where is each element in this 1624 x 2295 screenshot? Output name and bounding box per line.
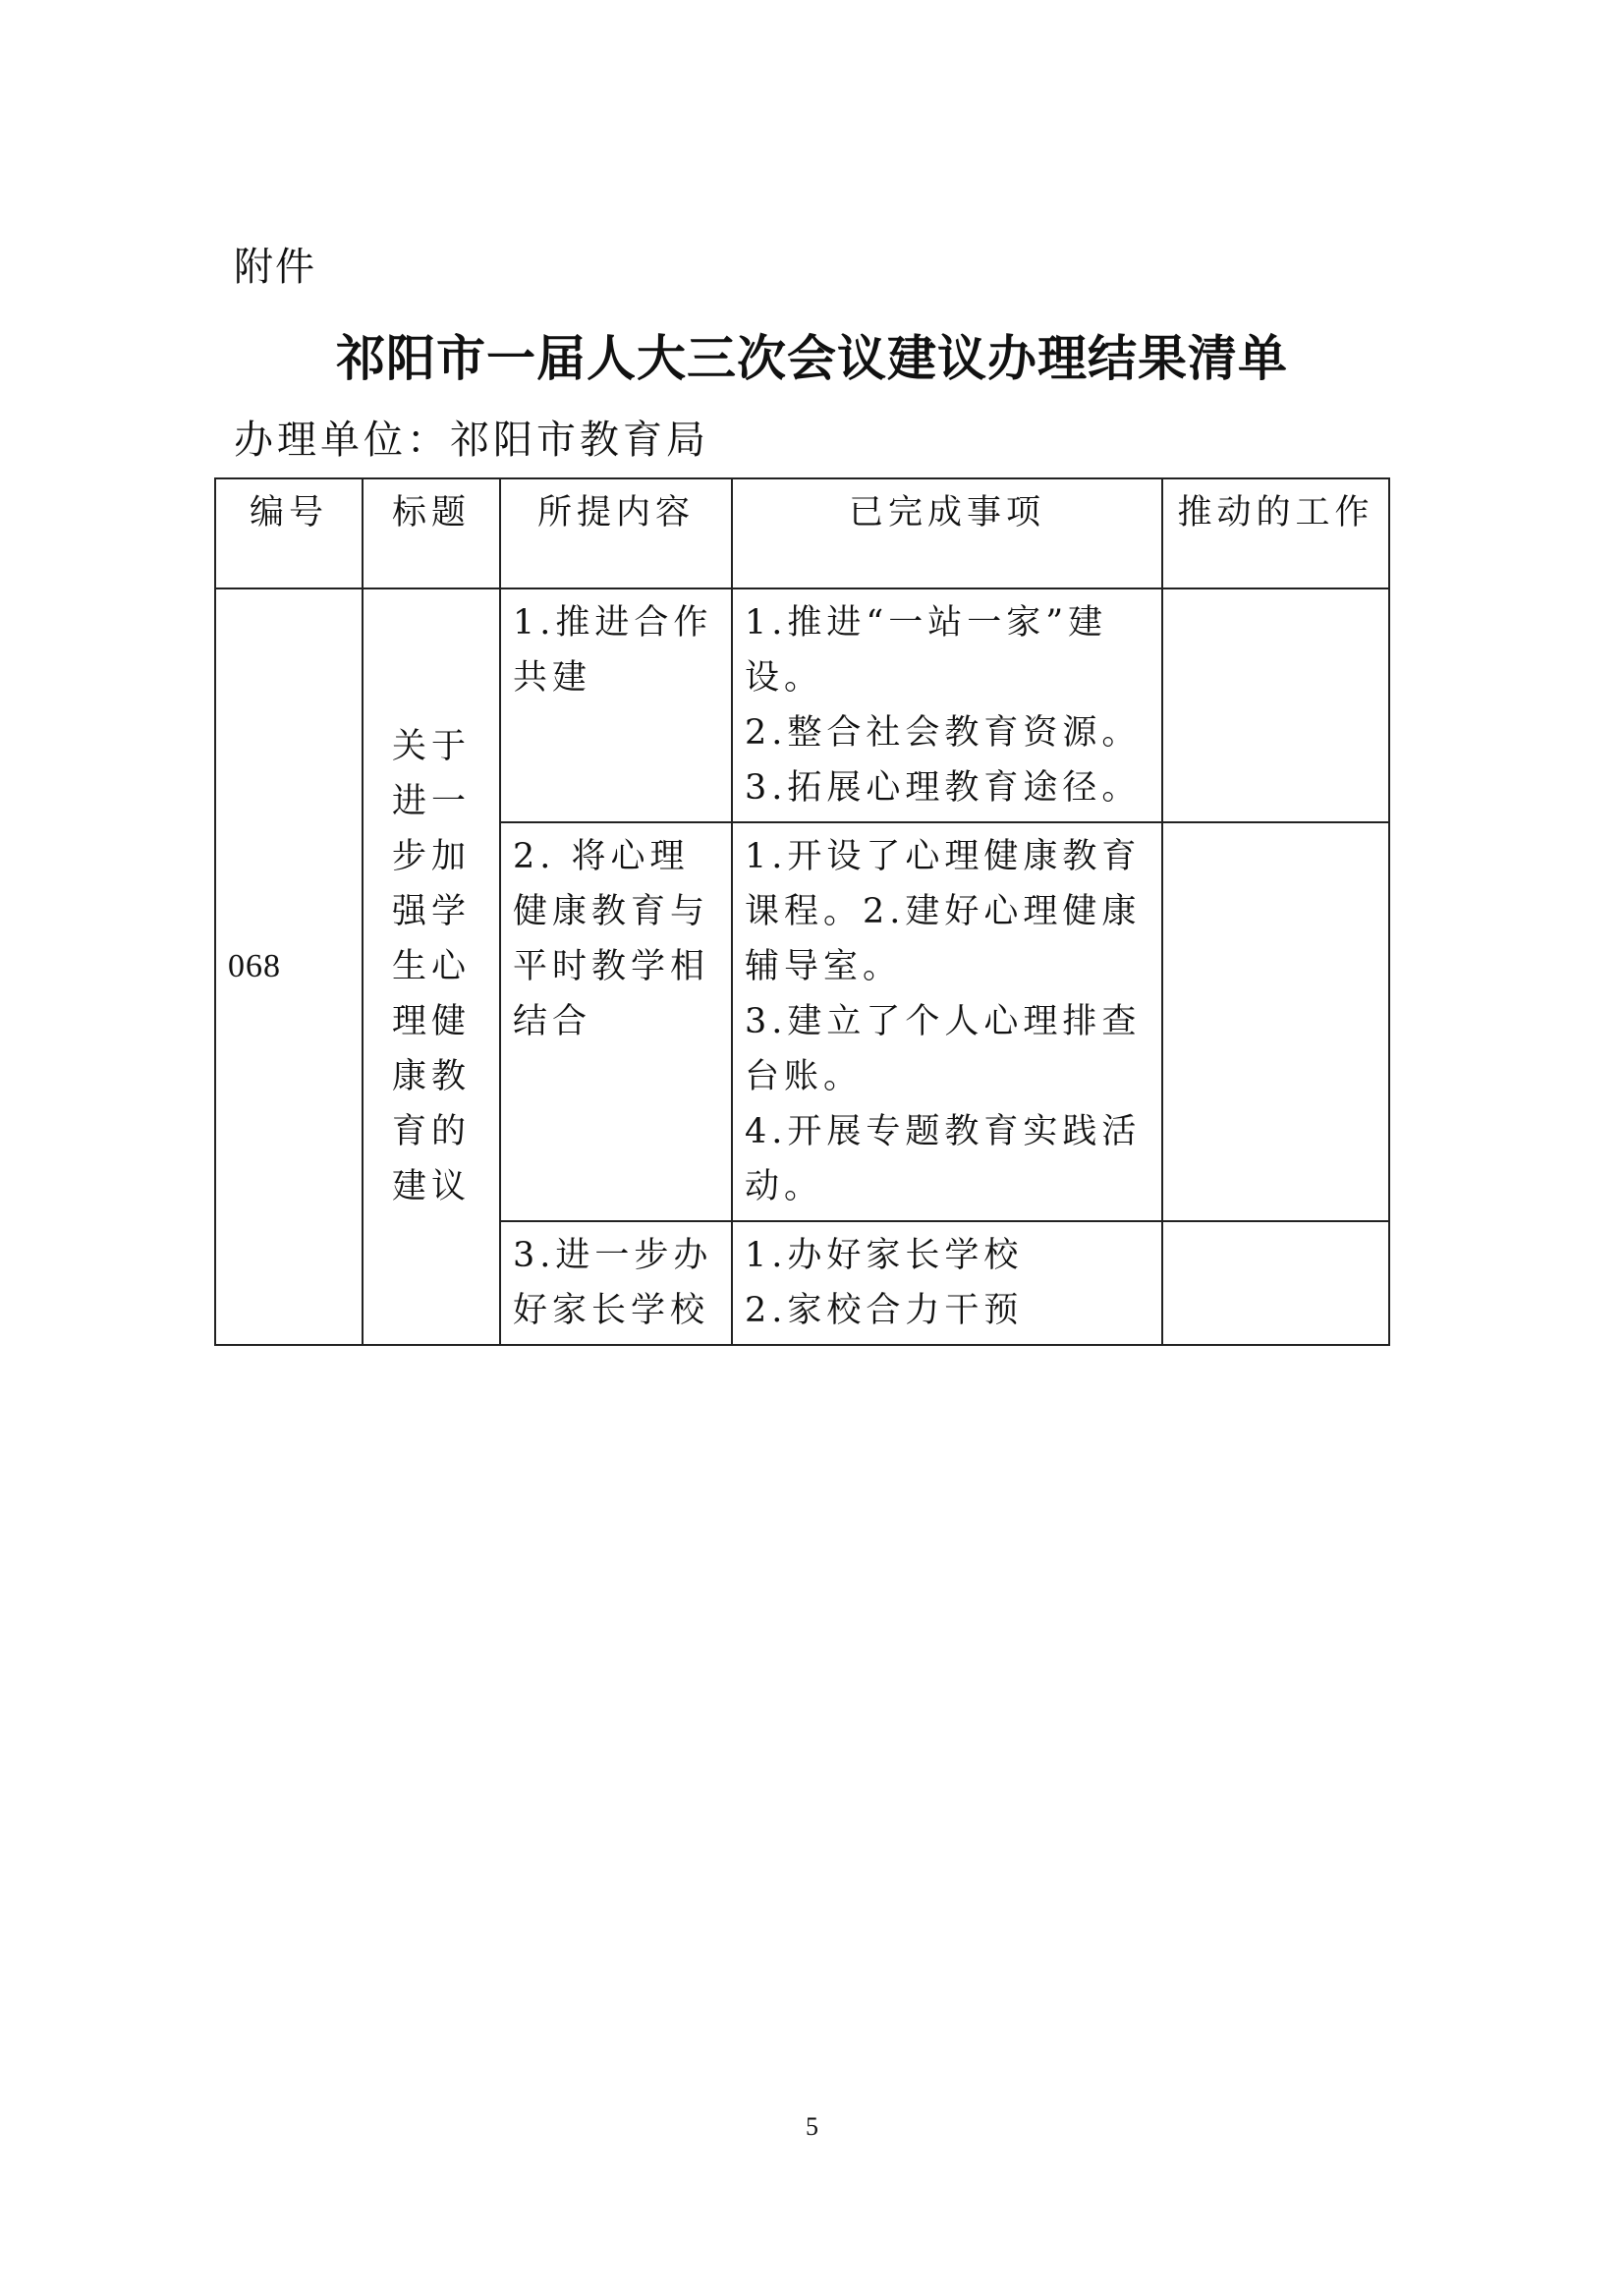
completed-item: 3.建立了个人心理排查台账。 (745, 1002, 1142, 1096)
completed-item: 1.办好家长学校 (745, 1236, 1024, 1275)
completed-item: 2.家校合力干预 (745, 1291, 1024, 1330)
completed-cell (732, 822, 1162, 1221)
content-cell: 2. 将心理健康教育与平时教学相结合 (500, 822, 732, 1221)
document-title: 祁阳市一届人大三次会议建议办理结果清单 (336, 329, 1288, 387)
header-completed: 已完成事项 (732, 478, 1162, 588)
completed-item: 3.拓展心理教育途径。 (745, 768, 1142, 808)
handling-unit: 办理单位：祁阳市教育局 (234, 418, 709, 463)
content-cell: 3.进一步办好家长学校 (500, 1221, 732, 1345)
table-row (215, 588, 1389, 822)
suggestion-topic: 关于进一步加强学生心理健康教育的建议 (363, 588, 500, 1345)
work-cell (1162, 1221, 1389, 1345)
table-header-row (215, 478, 1389, 588)
header-content: 所提内容 (500, 478, 732, 588)
completed-item: 4.开展专题教育实践活动。 (745, 1112, 1142, 1206)
completed-item: 2.整合社会教育资源。 (745, 713, 1142, 753)
completed-item: 1.开设了心理健康教育课程。2.建好心理健康辅导室。 (745, 837, 1142, 986)
suggestion-number: 068 (215, 588, 363, 1345)
completed-item: 1.推进“一站一家”建设。 (745, 603, 1108, 698)
page-number: 5 (806, 2112, 818, 2141)
header-number: 编号 (215, 478, 363, 588)
work-cell (1162, 822, 1389, 1221)
completed-cell (732, 588, 1162, 822)
header-title: 标题 (363, 478, 500, 588)
content-cell: 1.推进合作共建 (500, 588, 732, 822)
completed-cell (732, 1221, 1162, 1345)
attachment-label: 附件 (234, 245, 316, 290)
header-work: 推动的工作 (1162, 478, 1389, 588)
results-table (214, 477, 1390, 1346)
work-cell (1162, 588, 1389, 822)
